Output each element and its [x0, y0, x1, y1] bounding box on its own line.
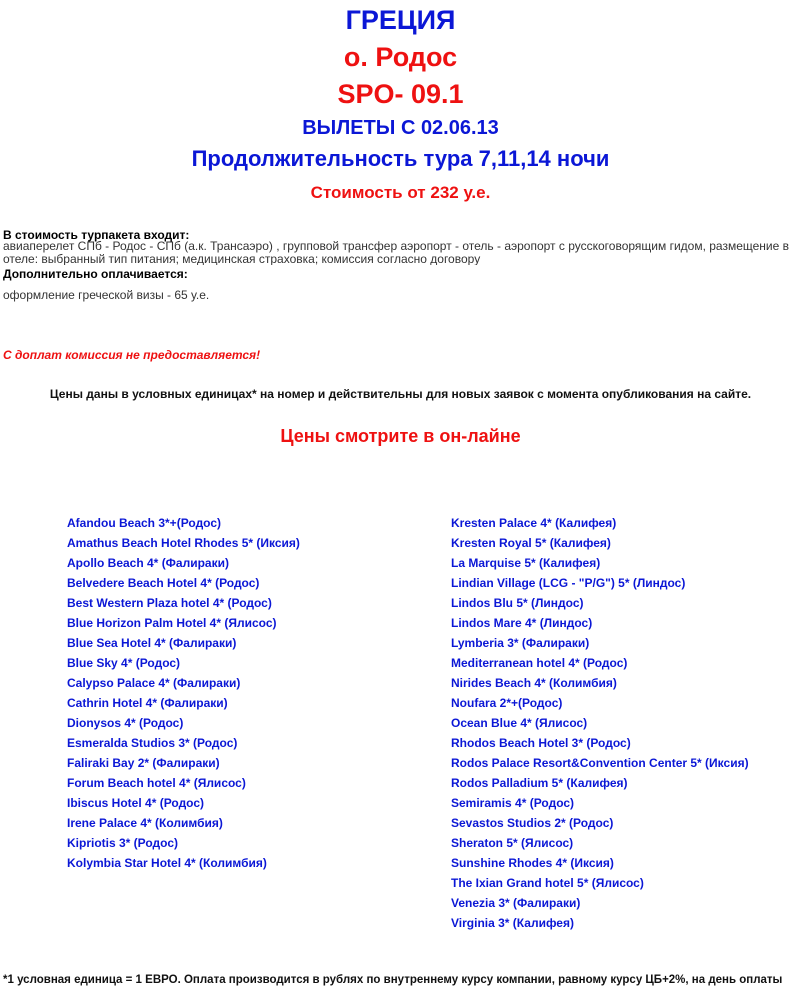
- included-text: авиаперелет СПб - Родос - СПб (а.к. Трансаэро) , групповой трансфер аэропорт - отель - аэропорт с русскоговорящим гидом, размещение в отеле: выбранный тип питания; медицинская страховка; комиссия согласно договору: [3, 240, 790, 265]
- price-from-heading: Стоимость от 232 у.е.: [310, 183, 491, 202]
- see-online-heading: Цены смотрите в он-лайне: [280, 426, 521, 446]
- hotel-link[interactable]: Rhodos Beach Hotel 3* (Родос): [451, 736, 631, 750]
- hotel-link[interactable]: Best Western Plaza hotel 4* (Родос): [67, 596, 272, 610]
- departures-heading: ВЫЛЕТЫ С 02.06.13: [302, 117, 499, 139]
- prices-note: Цены даны в условных единицах* на номер и действительны для новых заявок с момента опубликования на сайте.: [49, 387, 752, 401]
- hotel-link[interactable]: Blue Sky 4* (Родос): [67, 656, 181, 670]
- hotel-link[interactable]: Calypso Palace 4* (Фалираки): [67, 676, 241, 690]
- hotel-link[interactable]: Afandou Beach 3*+(Родос): [67, 516, 222, 530]
- spo-title: SPO- 09.1: [337, 79, 464, 109]
- hotel-link[interactable]: Apollo Beach 4* (Фалираки): [67, 556, 229, 570]
- hotel-link[interactable]: Lindos Mare 4* (Линдос): [451, 616, 593, 630]
- hotel-link[interactable]: Sheraton 5* (Ялисос): [451, 836, 574, 850]
- duration-heading: Продолжительность тура 7,11,14 ночи: [191, 146, 610, 171]
- extra-payment-text: оформление греческой визы - 65 у.е.: [3, 288, 210, 302]
- hotel-link[interactable]: Virginia 3* (Калифея): [451, 916, 574, 930]
- included-label: В стоимость турпакета входит:: [3, 228, 190, 242]
- hotel-list-left: [67, 513, 300, 873]
- hotel-link[interactable]: Ibiscus Hotel 4* (Родос): [67, 796, 205, 810]
- hotel-link[interactable]: Ocean Blue 4* (Ялисос): [451, 716, 588, 730]
- hotel-link[interactable]: Faliraki Bay 2* (Фалираки): [67, 756, 220, 770]
- hotel-link[interactable]: Sevastos Studios 2* (Родос): [451, 816, 614, 830]
- hotel-link[interactable]: Forum Beach hotel 4* (Ялисос): [67, 776, 246, 790]
- hotel-link[interactable]: Mediterranean hotel 4* (Родос): [451, 656, 628, 670]
- hotel-link[interactable]: Lindos Blu 5* (Линдос): [451, 596, 584, 610]
- no-commission-note: С доплат комиссия не предоставляется!: [3, 348, 261, 362]
- hotel-link[interactable]: Lindian Village (LCG - "P/G") 5* (Линдос): [451, 576, 686, 590]
- hotel-link[interactable]: Rodos Palace Resort&Convention Center 5* (Иксия): [451, 756, 749, 770]
- hotel-link[interactable]: Sunshine Rhodes 4* (Иксия): [451, 856, 614, 870]
- hotel-link[interactable]: Nirides Beach 4* (Колимбия): [451, 676, 617, 690]
- hotel-link[interactable]: Dionysos 4* (Родос): [67, 716, 184, 730]
- hotel-link[interactable]: Irene Palace 4* (Колимбия): [67, 816, 223, 830]
- hotel-link[interactable]: Kolymbia Star Hotel 4* (Колимбия): [67, 856, 267, 870]
- hotel-link[interactable]: Kresten Palace 4* (Калифея): [451, 516, 617, 530]
- hotel-link[interactable]: Esmeralda Studios 3* (Родос): [67, 736, 238, 750]
- hotel-list-right: [451, 513, 749, 933]
- hotel-link[interactable]: Blue Sea Hotel 4* (Фалираки): [67, 636, 237, 650]
- hotel-link[interactable]: Blue Horizon Palm Hotel 4* (Ялисос): [67, 616, 277, 630]
- currency-footnote: *1 условная единица = 1 ЕВРО. Оплата производится в рублях по внутреннему курсу компании, равному курсу ЦБ+2%, на день оплаты: [3, 974, 783, 986]
- hotel-link[interactable]: Cathrin Hotel 4* (Фалираки): [67, 696, 228, 710]
- hotel-link[interactable]: Lymberia 3* (Фалираки): [451, 636, 590, 650]
- island-title: о. Родос: [343, 42, 458, 72]
- hotel-link[interactable]: Belvedere Beach Hotel 4* (Родос): [67, 576, 260, 590]
- hotel-link[interactable]: Kresten Royal 5* (Калифея): [451, 536, 611, 550]
- extra-payment-label: Дополнительно оплачивается:: [3, 267, 188, 281]
- hotel-link[interactable]: Rodos Palladium 5* (Калифея): [451, 776, 628, 790]
- hotel-link[interactable]: Amathus Beach Hotel Rhodes 5* (Иксия): [67, 536, 300, 550]
- hotel-link[interactable]: Noufara 2*+(Родос): [451, 696, 563, 710]
- hotel-link[interactable]: The Ixian Grand hotel 5* (Ялисос): [451, 876, 644, 890]
- hotel-link[interactable]: Kipriotis 3* (Родос): [67, 836, 179, 850]
- hotel-link[interactable]: Venezia 3* (Фалираки): [451, 896, 581, 910]
- hotel-link[interactable]: Semiramis 4* (Родос): [451, 796, 575, 810]
- country-title: ГРЕЦИЯ: [345, 5, 456, 35]
- hotel-link[interactable]: La Marquise 5* (Калифея): [451, 556, 601, 570]
